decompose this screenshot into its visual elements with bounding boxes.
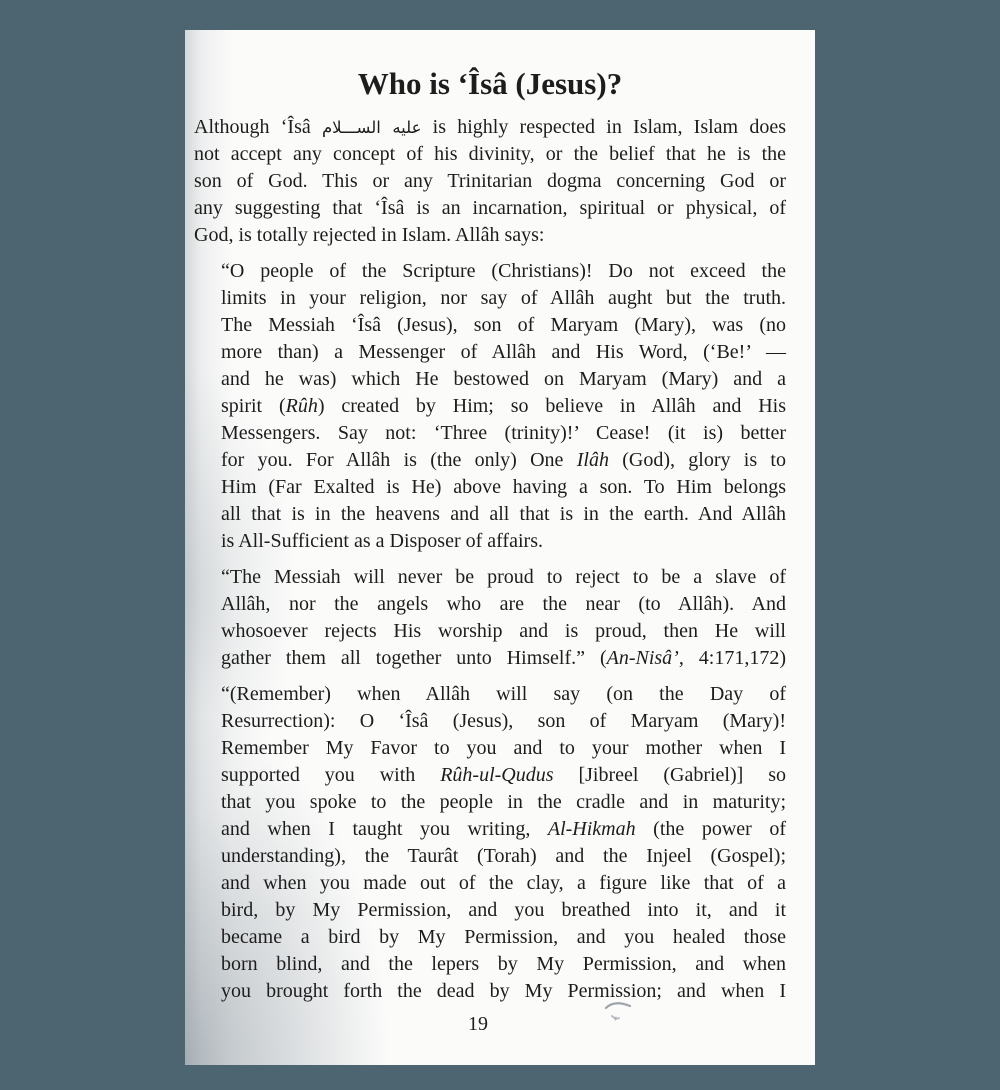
text-line: Allâh, nor the angels who are the near (to Allâh). And — [221, 593, 786, 615]
quote-paragraph — [221, 564, 786, 672]
text-line: “O people of the Scripture (Christians)! Do not exceed the — [221, 260, 786, 282]
pencil-mark-icon — [603, 999, 633, 1025]
page-content — [185, 30, 815, 1005]
text-line: and when you made out of the clay, a figure like that of a — [221, 872, 786, 894]
text-line: “(Remember) when Allâh will say (on the Day of — [221, 683, 786, 705]
text-line: all that is in the heavens and all that is in the earth. And Allâh — [221, 503, 786, 525]
text-line: and he was) which He bestowed on Maryam (Mary) and a — [221, 368, 786, 390]
text-line: for you. For Allâh is (the only) One Ilâh (God), glory is to — [221, 449, 786, 471]
arabic-honorific: عليه الســـلام — [321, 118, 422, 137]
text-line: understanding), the Taurât (Torah) and the Injeel (Gospel); — [221, 845, 786, 867]
text-line: son of God. This or any Trinitarian dogma concerning God or — [194, 170, 786, 192]
book-page — [185, 30, 815, 1065]
text-line: any suggesting that ‘Îsâ is an incarnation, spiritual or physical, of — [194, 197, 786, 219]
text-line: born blind, and the lepers by My Permission, and when — [221, 953, 786, 975]
page-body — [194, 114, 786, 1005]
text-line: and when I taught you writing, Al-Hikmah (the power of — [221, 818, 787, 840]
text-line: more than) a Messenger of Allâh and His Word, (‘Be!’ — — [221, 341, 786, 363]
quote-paragraph — [221, 681, 786, 1005]
text-line: not accept any concept of his divinity, or the belief that he is the — [194, 143, 786, 165]
text-line: is All-Sufficient as a Disposer of affairs. — [221, 530, 543, 552]
text-line: Him (Far Exalted is He) above having a son. To Him belongs — [221, 476, 786, 498]
text-line: Resurrection): O ‘Îsâ (Jesus), son of Maryam (Mary)! — [221, 710, 786, 732]
text-line: God, is totally rejected in Islam. Allâh says: — [194, 224, 545, 246]
page-title: Who is ‘Îsâ (Jesus)? — [357, 66, 623, 101]
text-line: The Messiah ‘Îsâ (Jesus), son of Maryam (Mary), was (no — [221, 314, 786, 336]
page-number: 19 — [468, 1013, 488, 1035]
text-line: that you spoke to the people in the cradle and in maturity; — [221, 791, 786, 813]
body-paragraph — [194, 114, 786, 249]
text-line: you brought forth the dead by My Permission; and when I — [221, 980, 786, 1002]
text-line: whosoever rejects His worship and is proud, then He will — [221, 620, 786, 642]
text-line: Messengers. Say not: ‘Three (trinity)!’ Cease! (it is) better — [221, 422, 786, 444]
text-line: Although ‘Îsâ عليه الســـلام is highly respected in Islam, Islam does — [194, 116, 786, 138]
text-line: “The Messiah will never be proud to reject to be a slave of — [221, 566, 786, 588]
text-line: limits in your religion, nor say of Allâh aught but the truth. — [221, 287, 786, 309]
text-line: gather them all together unto Himself.” (An-Nisâ’, 4:171,172) — [221, 647, 786, 669]
text-line: became a bird by My Permission, and you healed those — [221, 926, 786, 948]
text-line: spirit (Rûh) created by Him; so believe in Allâh and His — [221, 395, 786, 417]
text-line: bird, by My Permission, and you breathed into it, and it — [221, 899, 786, 921]
quote-paragraph — [221, 258, 786, 555]
text-line: Remember My Favor to you and to your mother when I — [221, 737, 786, 759]
text-line: supported you with Rûh-ul-Qudus [Jibreel (Gabriel)] so — [221, 764, 786, 786]
page-footer — [185, 1013, 815, 1036]
